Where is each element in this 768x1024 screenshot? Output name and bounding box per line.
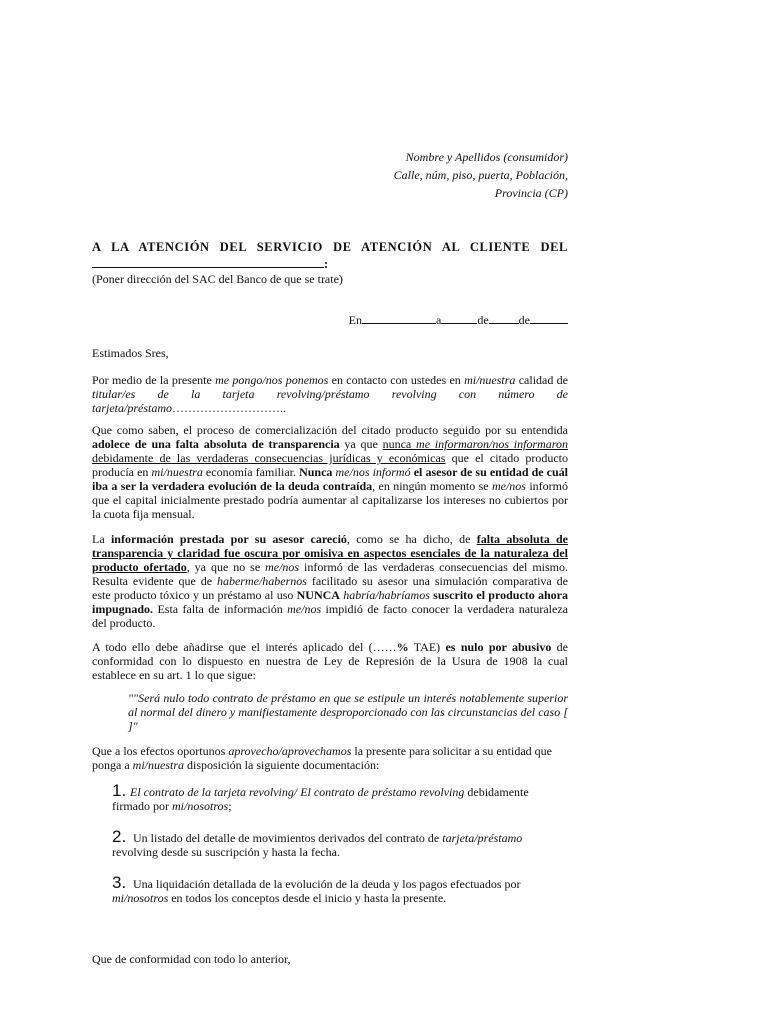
list-number: 1. — [112, 781, 127, 800]
law-quote: ""Será nulo todo contrato de préstamo en que se estipule un interés notablemente superior al normal del dinero y manifiestamente desproporcionado con las circunstancias del caso [ ]" — [128, 691, 568, 733]
paragraph-interest: A todo ello debe añadirse que el interés aplicado del (……% TAE) es nulo por abusivo de conformidad con lo dispuesto en nuestra de Ley de Represión de la Usura de 1908 la cual establece en su art. 1 lo que sigue: — [92, 640, 568, 682]
attention-heading — [92, 240, 568, 271]
year-blank[interactable] — [530, 312, 568, 324]
paragraph-transparency: Que como saben, el proceso de comercialización del citado producto seguido por su entendida adolece de una falta absoluta de transparencia ya que nunca me informaron/nos informaron debidamente de las verdaderas consecuencias jurídicas y económicas que el citado producto producía en mi/nuestra economía familiar. Nunca me/nos informó el asesor de su entidad de cuál iba a ser la verdadera evolución de la deuda contraída, en ningún momento se me/nos informó que el capital inicialmente prestado podría aumentar al capitalizarse los intereses no cubiertos por la cuota fija mensual. — [92, 423, 569, 521]
greeting: Estimados Sres, — [92, 346, 169, 360]
closing-line: Que de conformidad con todo lo anterior, — [92, 952, 291, 966]
sender-name: Nombre y Apellidos (consumidor) — [405, 150, 568, 164]
sender-block — [394, 148, 568, 202]
paragraph-request: Que a los efectos oportunos aprovecho/aprovechamos la presente para solicitar a su entidad que ponga a mi/nuestra disposición la siguiente documentación: — [92, 744, 552, 772]
sender-address: Calle, núm, piso, puerta, Población, — [393, 168, 568, 182]
day-blank[interactable] — [441, 312, 477, 324]
list-item: 1. El contrato de la tarjeta revolving/ El contrato de préstamo revolving debidamente firmado por mi/nosotros; — [112, 781, 529, 813]
list-number: 3. — [112, 873, 127, 892]
place-blank[interactable] — [362, 312, 436, 324]
month-blank[interactable] — [489, 312, 519, 324]
sender-province: Provincia (CP) — [494, 186, 568, 200]
list-item: 3. Una liquidación detallada de la evolución de la deuda y los pagos efectuados por mi/nosotros en todos los conceptos desde el inicio y hasta la presente. — [112, 873, 521, 905]
date-line: En a de de — [349, 312, 568, 327]
attention-blank[interactable] — [92, 256, 324, 268]
list-item: 2. Un listado del detalle de movimientos derivados del contrato de tarjeta/préstamo revolving desde su suscripción y hasta la fecha. — [112, 827, 523, 859]
paragraph-intro: Por medio de la presente me pongo/nos ponemos en contacto con ustedes en mi/nuestra calidad de titular/es de la tarjeta revolving/préstamo revolving con número de tarjeta/préstamo……………………….. — [92, 373, 568, 415]
attention-line: A LA ATENCIÓN DEL SERVICIO DE ATENCIÓN AL CLIENTE DEL — [92, 240, 568, 254]
attention-blank-line: : — [92, 256, 568, 271]
sac-note: (Poner dirección del SAC del Banco de que se trate) — [92, 272, 343, 286]
paragraph-information: La información prestada por su asesor careció, como se ha dicho, de falta absoluta de transparencia y claridad fue oscura por omisiva en aspectos esenciales de la naturaleza del producto ofertado, ya que no se me/nos informó de las verdaderas consecuencias del mismo. Resulta evidente que de haberme/habernos facilitado su asesor una simulación comparativa de este producto tóxico y un préstamo al uso NUNCA habría/habríamos suscrito el producto ahora impugnado. Esta falta de información me/nos impidió de facto conocer la verdadera naturaleza del producto. — [92, 532, 569, 630]
list-number: 2. — [112, 827, 127, 846]
